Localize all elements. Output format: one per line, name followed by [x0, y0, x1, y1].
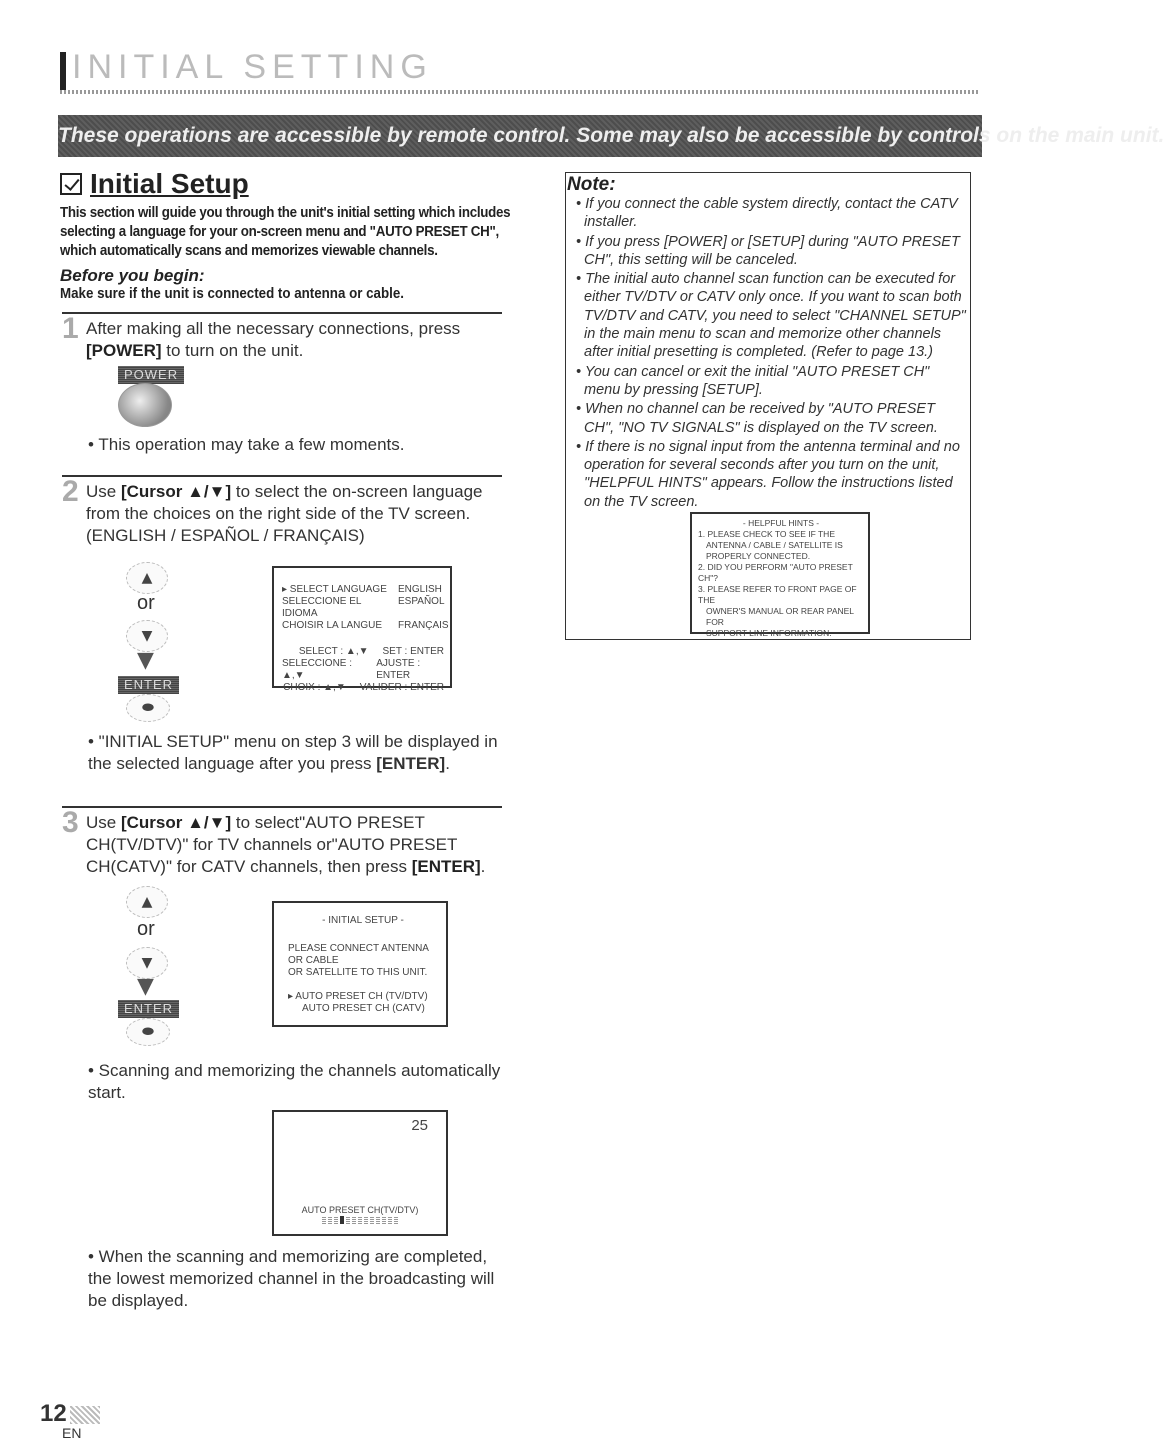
remote-control-banner: These operations are accessible by remote control. Some may also be accessible by controls on the main unit.: [58, 115, 982, 157]
section-title: Initial Setup: [90, 168, 249, 199]
page-number: 12: [40, 1400, 67, 1427]
checkbox-icon: [60, 173, 82, 195]
note-item: • When no channel can be received by "AUTO PRESET CH", "NO TV SIGNALS" is displayed on the TV screen.: [576, 401, 938, 436]
initial-setup-screen: [272, 901, 448, 1027]
step-1-text: After making all the necessary connections, press [POWER] to turn on the unit.: [86, 319, 461, 360]
enter-button-label: ENTER: [118, 676, 179, 694]
helpful-hints-screen: [690, 512, 870, 638]
header-accent-bar: [60, 52, 66, 90]
scan-label: AUTO PRESET CH(TV/DTV): [301, 1205, 419, 1215]
screen-title: - INITIAL SETUP -: [322, 915, 404, 926]
hints-line: 2. DID YOU PERFORM "AUTO PRESET CH"?: [698, 562, 853, 583]
hints-title: - HELPFUL HINTS -: [742, 518, 820, 528]
note-list: [576, 195, 966, 512]
enter-button-label: ENTER: [118, 1000, 179, 1018]
section-heading: [60, 168, 249, 200]
channel-number: 25: [411, 1117, 428, 1134]
step-divider: [62, 806, 502, 808]
hints-line: OWNER'S MANUAL OR REAR PANEL FOR: [706, 606, 854, 627]
cursor-down-button[interactable]: ▼: [126, 947, 168, 979]
language-row: ▸ SELECT LANGUAGE ENGLISH: [282, 584, 442, 595]
note-item: • The initial auto channel scan function can be executed for either TV/DTV or CATV only once. If you want to scan both TV/DTV and CATV, you need to select "CHANNEL SETUP" in the main menu to scan and memorize other channels after initial presetting is completed. (Refer to page 13.): [576, 271, 966, 361]
screen-line: OR SATELLITE TO THIS UNIT.: [288, 967, 428, 978]
language-row: CHOISIR LA LANGUE FRANÇAIS: [282, 620, 449, 631]
page-language: EN: [62, 1425, 82, 1441]
hints-line: 1. PLEASE CHECK TO SEE IF THE: [698, 529, 835, 539]
page-header-title: INITIAL SETTING: [72, 48, 433, 86]
before-you-begin-text: Make sure if the unit is connected to antenna or cable.: [60, 286, 404, 302]
language-select-screen: [272, 566, 452, 693]
control-row: SELECT : ▲,▼ SET : ENTER: [298, 646, 444, 657]
enter-button[interactable]: ⬬: [126, 694, 170, 722]
note-item: • You can cancel or exit the initial "AUTO PRESET CH" menu by pressing [SETUP].: [576, 363, 930, 398]
page-number-decoration: [70, 1406, 100, 1424]
or-label: or: [137, 592, 155, 614]
header-divider: [60, 90, 980, 94]
step-divider: [62, 312, 502, 314]
note-item: • If there is no signal input from the antenna terminal and no operation for several seconds after you turn on the unit, "HELPFUL HINTS" appears. Follow the instructions listed on the TV screen.: [576, 438, 960, 510]
hints-line: SUPPORT LINE INFORMATION.: [706, 628, 832, 638]
power-button-label: POWER: [118, 366, 184, 384]
down-arrow-icon: ▼: [137, 648, 154, 673]
power-button-icon[interactable]: [118, 383, 172, 427]
note-item: • If you connect the cable system directly, contact the CATV installer.: [576, 196, 958, 231]
step-3-text: Use [Cursor ▲/▼] to select"AUTO PRESET CH(TV/DTV)" for TV channels or"AUTO PRESET CH(CATV)" for CATV channels, then press [ENTER].: [86, 813, 486, 876]
step-number: 3: [62, 806, 79, 839]
note-title: Note:: [567, 174, 616, 195]
control-row: CHOIX : ▲,▼ VALIDER : ENTER: [283, 682, 444, 693]
step-1-note: • This operation may take a few moments.: [88, 435, 405, 454]
note-item: • If you press [POWER] or [SETUP] during "AUTO PRESET CH", this setting will be canceled.: [576, 233, 960, 268]
hints-line: PROPERLY CONNECTED.: [706, 551, 811, 561]
down-arrow-icon: ▼: [137, 974, 154, 999]
scan-progress-screen: [272, 1110, 448, 1236]
enter-button[interactable]: ⬬: [126, 1018, 170, 1046]
step-2-note: • "INITIAL SETUP" menu on step 3 will be displayed in the selected language after you press [ENTER].: [88, 732, 498, 773]
step-number: 1: [62, 312, 79, 345]
before-you-begin-title: Before you begin:: [60, 266, 205, 285]
step-number: 2: [62, 475, 79, 508]
step-3-note: • Scanning and memorizing the channels automatically start.: [88, 1061, 501, 1102]
cursor-down-button[interactable]: ▼: [126, 620, 168, 652]
language-row: SELECCIONE EL IDIOMA ESPAÑOL: [282, 596, 445, 619]
cursor-up-button[interactable]: ▲: [126, 886, 168, 918]
cursor-up-button[interactable]: ▲: [126, 562, 168, 594]
completion-note: • When the scanning and memorizing are completed, the lowest memorized channel in the broadcasting will be displayed.: [88, 1247, 495, 1310]
section-intro: This section will guide you through the unit's initial setting which includes selecting a language for your on-screen menu and "AUTO PRESET CH", which automatically scans and memorizes viewable channels.: [60, 205, 511, 259]
control-row: SELECCIONE : ▲,▼ AJUSTE : ENTER: [282, 658, 421, 681]
step-divider: [62, 475, 502, 477]
or-label: or: [137, 918, 155, 940]
screen-option: AUTO PRESET CH (CATV): [302, 1003, 425, 1014]
screen-line: PLEASE CONNECT ANTENNA OR CABLE: [288, 943, 429, 966]
step-2-text: Use [Cursor ▲/▼] to select the on-screen language from the choices on the right side of the TV screen. (ENGLISH / ESPAÑOL / FRANÇAIS): [86, 482, 483, 545]
screen-option: ▸ AUTO PRESET CH (TV/DTV): [288, 991, 428, 1002]
hints-line: 3. PLEASE REFER TO FRONT PAGE OF THE: [698, 584, 857, 605]
hints-line: ANTENNA / CABLE / SATELLITE IS: [706, 540, 843, 550]
scan-progress-bar: [322, 1216, 398, 1224]
